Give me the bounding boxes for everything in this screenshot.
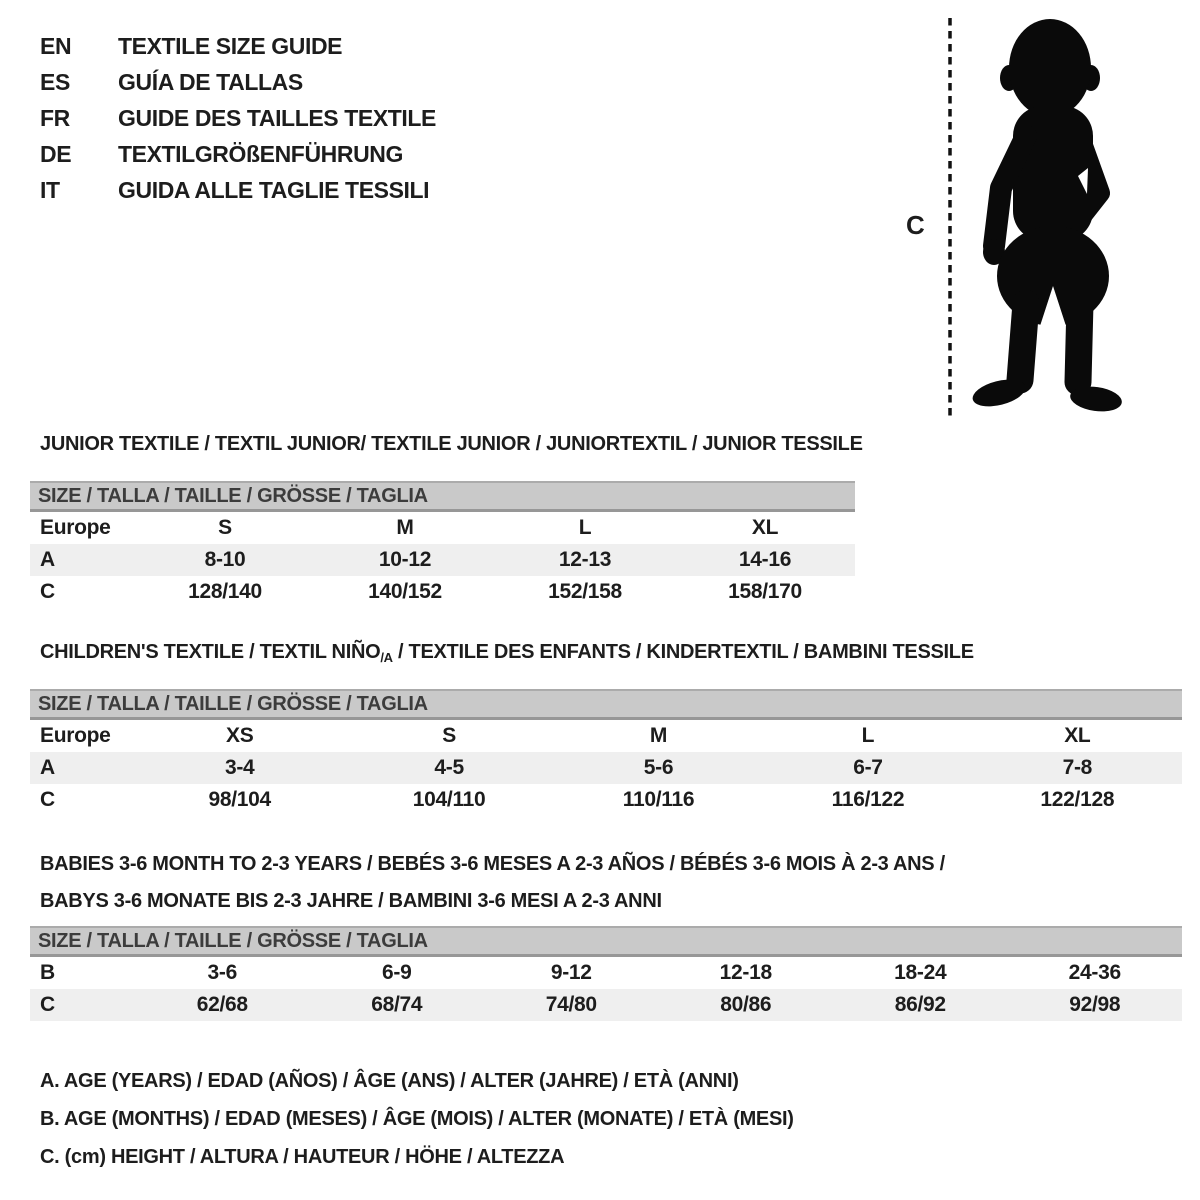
language-code: DE (40, 140, 72, 167)
section-title-babies-line2: BABYS 3-6 MONATE BIS 2-3 JAHRE / BAMBINI 3-6 MESI A 2-3 ANNI (40, 890, 662, 912)
size-value-cell: 86/92 (894, 993, 946, 1016)
language-title: TEXTILGRÖßENFÜHRUNG (118, 140, 403, 167)
size-value-cell: 98/104 (208, 788, 271, 811)
size-value-cell: 7-8 (1062, 756, 1093, 779)
row-label: A (40, 756, 55, 779)
row-label: Europe (40, 516, 111, 539)
table-row (30, 512, 855, 544)
language-title: GUÍA DE TALLAS (118, 68, 303, 95)
size-value-cell: 68/74 (371, 993, 423, 1016)
size-value-cell: 62/68 (196, 993, 248, 1016)
footnote: A. AGE (YEARS) / EDAD (AÑOS) / ÂGE (ANS) / ALTER (JAHRE) / ETÀ (ANNI) (40, 1069, 739, 1092)
language-code: ES (40, 68, 70, 95)
row-label: A (40, 548, 55, 571)
size-value-cell: 24-36 (1068, 961, 1121, 984)
size-header-bar: SIZE / TALLA / TAILLE / GRÖSSE / TAGLIA (30, 926, 1182, 957)
size-value-cell: XL (1064, 724, 1091, 747)
size-value-cell: 92/98 (1069, 993, 1121, 1016)
size-value-cell: 140/152 (368, 580, 442, 603)
size-value-cell: 18-24 (894, 961, 947, 984)
language-title: GUIDE DES TAILLES TEXTILE (118, 104, 436, 131)
size-header-bar: SIZE / TALLA / TAILLE / GRÖSSE / TAGLIA (30, 481, 855, 512)
row-label: Europe (40, 724, 111, 747)
size-value-cell: 6-9 (382, 961, 412, 984)
language-row (40, 28, 436, 64)
size-value-cell: 152/158 (548, 580, 622, 603)
size-value-cell: 8-10 (204, 548, 246, 571)
row-label: B (40, 961, 55, 984)
size-value-cell: S (218, 516, 232, 539)
table-row (30, 784, 1182, 816)
section-title-babies (40, 846, 945, 920)
table-row (30, 544, 855, 576)
table-row (30, 957, 1182, 989)
language-code: FR (40, 104, 70, 131)
language-row (40, 136, 436, 172)
row-label: C (40, 788, 55, 811)
size-value-cell: L (861, 724, 875, 747)
size-value-cell: 104/110 (412, 788, 486, 811)
language-row (40, 64, 436, 100)
size-value-cell: 9-12 (550, 961, 592, 984)
language-title: TEXTILE SIZE GUIDE (118, 32, 343, 59)
section-title-children-prefix: CHILDREN'S TEXTILE / TEXTIL NIÑO (40, 641, 381, 663)
size-header-bar: SIZE / TALLA / TAILLE / GRÖSSE / TAGLIA (30, 689, 1182, 720)
table-row (30, 720, 1182, 752)
row-label: C (40, 580, 55, 603)
babies-size-table (30, 926, 1182, 1021)
table-row (30, 576, 855, 608)
size-value-cell: 4-5 (434, 756, 464, 779)
table-row (30, 752, 1182, 784)
language-row (40, 100, 436, 136)
language-row (40, 172, 436, 208)
size-value-cell: 122/128 (1040, 788, 1115, 811)
section-title-children-sub: /A (380, 650, 393, 665)
height-figure (898, 8, 1150, 426)
row-label: C (40, 993, 55, 1016)
size-value-cell: 6-7 (853, 756, 883, 779)
size-value-cell: L (578, 516, 592, 539)
size-value-cell: 10-12 (378, 548, 432, 571)
size-value-cell: 110/116 (622, 788, 695, 811)
toddler-silhouette (898, 8, 1150, 426)
size-value-cell: 74/80 (545, 993, 597, 1016)
size-value-cell: S (442, 724, 456, 747)
size-value-cell: XL (751, 516, 779, 539)
language-title: GUIDA ALLE TAGLIE TESSILI (118, 176, 430, 203)
children-size-table (30, 689, 1182, 816)
size-value-cell: 158/170 (728, 580, 802, 603)
size-value-cell: M (396, 516, 414, 539)
section-title-children (40, 641, 974, 665)
table-row (30, 989, 1182, 1021)
size-value-cell: 128/140 (188, 580, 262, 603)
language-code: IT (40, 176, 60, 203)
language-list (40, 28, 436, 208)
height-measure-label: C (906, 210, 925, 240)
section-title-babies-line1: BABIES 3-6 MONTH TO 2-3 YEARS / BEBÉS 3-6 MESES A 2-3 AÑOS / BÉBÉS 3-6 MOIS À 2-3 ANS / (40, 853, 945, 875)
footnote: B. AGE (MONTHS) / EDAD (MESES) / ÂGE (MOIS) / ALTER (MONATE) / ETÀ (MESI) (40, 1107, 794, 1130)
footnote: C. (cm) HEIGHT / ALTURA / HAUTEUR / HÖHE / ALTEZZA (40, 1145, 565, 1168)
junior-size-table (30, 481, 855, 608)
toddler-silhouette-shape (970, 19, 1124, 415)
size-value-cell: 116/122 (831, 788, 905, 811)
size-value-cell: 5-6 (643, 756, 674, 779)
size-value-cell: 12-18 (719, 961, 772, 984)
size-value-cell: 12-13 (558, 548, 612, 571)
size-value-cell: 14-16 (738, 548, 792, 571)
footnotes (40, 1062, 794, 1176)
size-value-cell: 80/86 (720, 993, 772, 1016)
size-value-cell: XS (225, 724, 254, 747)
size-value-cell: M (649, 724, 668, 747)
language-code: EN (40, 32, 72, 59)
size-value-cell: 3-4 (224, 756, 255, 779)
section-title-children-suffix: / TEXTILE DES ENFANTS / KINDERTEXTIL / BAMBINI TESSILE (392, 641, 974, 663)
section-title-junior: JUNIOR TEXTILE / TEXTIL JUNIOR/ TEXTILE JUNIOR / JUNIORTEXTIL / JUNIOR TESSILE (40, 433, 863, 455)
size-value-cell: 3-6 (207, 961, 237, 984)
